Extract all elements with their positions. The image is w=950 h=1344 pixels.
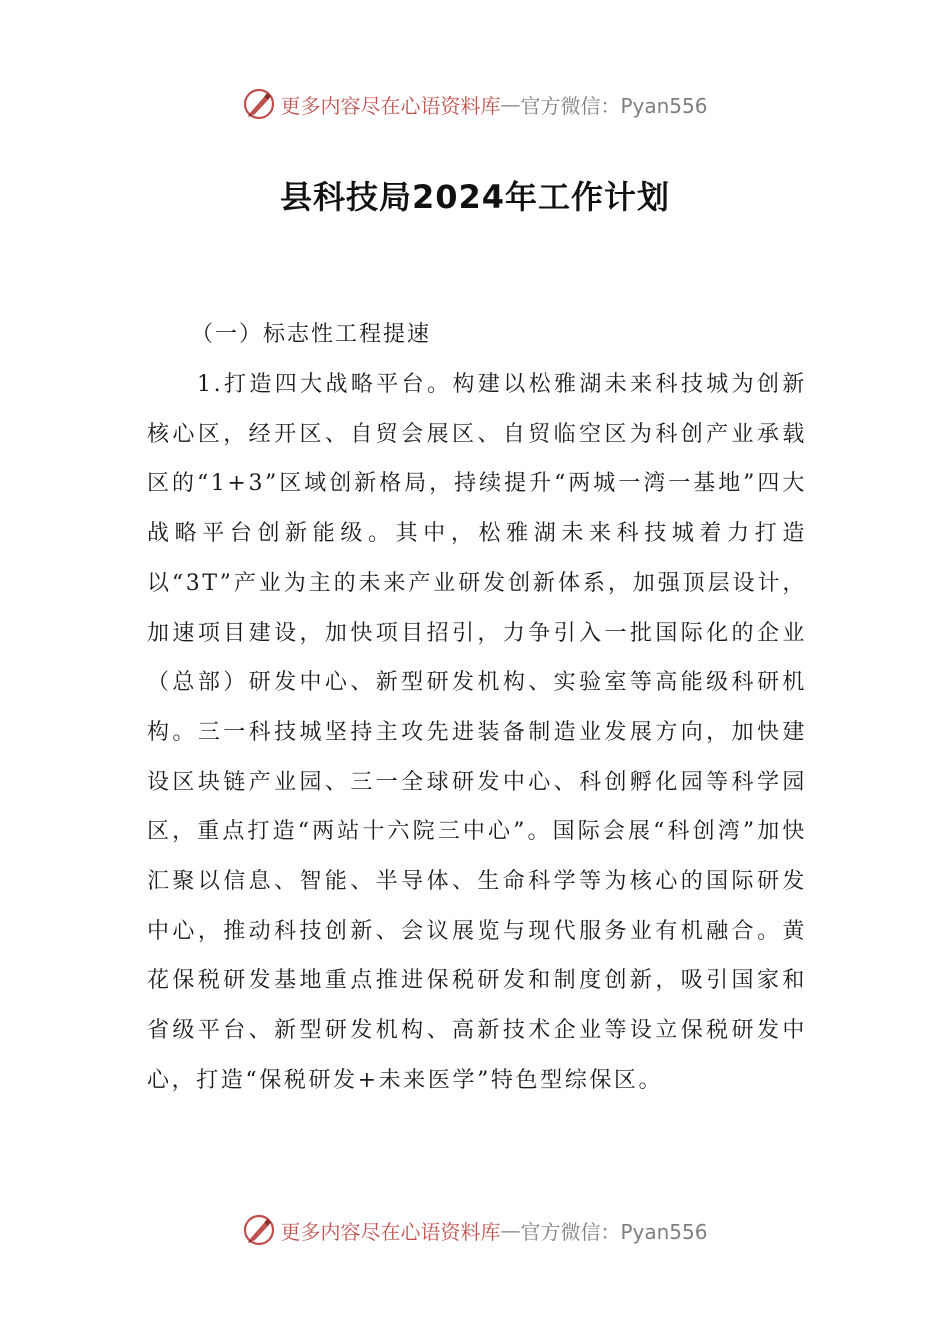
pen-logo-icon bbox=[242, 1213, 276, 1247]
banner-text: 更多内容尽在心语资料库 bbox=[280, 1219, 501, 1244]
banner-contact: 官方微信：Pyan556 bbox=[520, 93, 708, 118]
banner-text: 更多内容尽在心语资料库 bbox=[280, 93, 501, 118]
footer-watermark-banner bbox=[0, 1210, 950, 1250]
banner-separator: — bbox=[500, 92, 521, 116]
pen-logo-icon bbox=[242, 87, 276, 121]
header-watermark-banner bbox=[0, 84, 950, 124]
section-heading: （一）标志性工程提速 bbox=[191, 322, 432, 347]
document-title: 县科技局2024年工作计划 bbox=[279, 178, 671, 216]
body-paragraph: 1.打造四大战略平台。构建以松雅湖未来科技城为创新核心区，经开区、自贸会展区、自贸临空区为科创产业承载区的“1+3”区域创新格局，持续提升“两城一湾一基地”四大战略平台创新能级。其中，松雅湖未来科技城着力打造以“3T”产业为主的未来产业研发创新体系，加强顶层设计，加速项目建设，加快项目招引，力争引入一批国际化的企业（总部）研发中心、新型研发机构、实验室等高能级科研机构。三一科技城坚持主攻先进装备制造业发展方向，加快建设区块链产业园、三一全球研发中心、科创孵化园等科学园区，重点打造“两站十六院三中心”。国际会展“科创湾”加快汇聚以信息、智能、半导体、生命科学等为核心的国际研发中心，推动科技创新、会议展览与现代服务业有机融合。黄花保税研发基地重点推进保税研发和制度创新，吸引国家和省级平台、新型研发机构、高新技术企业等设立保税研发中心，打造“保税研发+未来医学”特色型综保区。 bbox=[147, 372, 807, 1093]
document-body bbox=[147, 310, 807, 1106]
banner-contact: 官方微信：Pyan556 bbox=[520, 1219, 708, 1244]
banner-separator: — bbox=[500, 1218, 521, 1242]
